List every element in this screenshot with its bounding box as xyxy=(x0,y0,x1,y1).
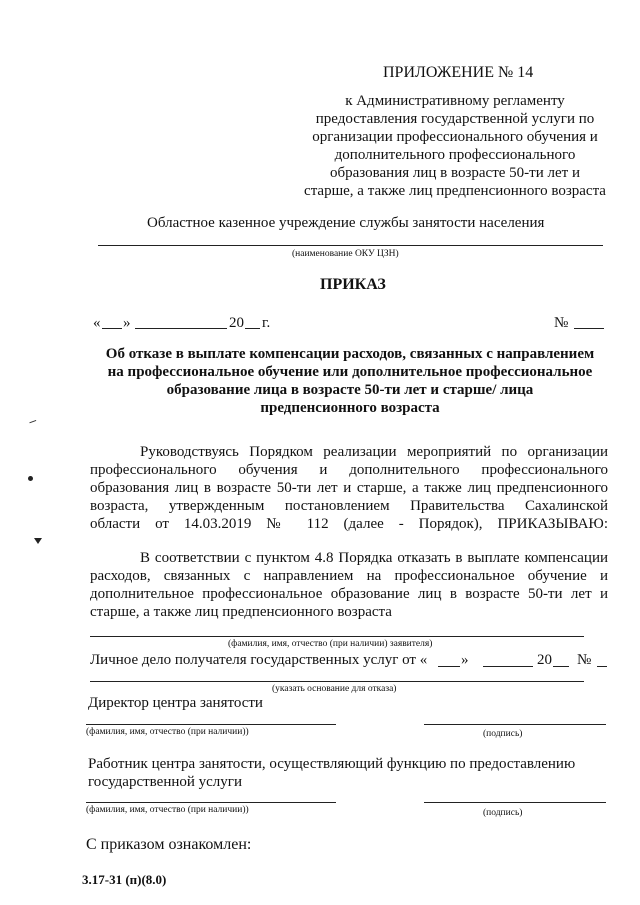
worker-name-underline xyxy=(86,802,336,803)
worker-sign-underline xyxy=(424,802,606,803)
paragraph-line: возраста, утвержденным постановлением Правительства Сахалинской xyxy=(90,498,608,514)
worker-title xyxy=(88,755,575,791)
order-month-blank xyxy=(135,328,227,329)
worker-name-caption: (фамилия, имя, отчество (при наличии)) xyxy=(86,805,249,815)
appendix-title: ПРИЛОЖЕНИЕ № 14 xyxy=(383,64,534,81)
appendix-line: образования лиц в возрасте 50-ти лет и xyxy=(330,165,580,181)
director-sign-underline xyxy=(424,724,606,725)
order-day-blank xyxy=(102,328,122,329)
scan-mark xyxy=(34,538,42,544)
order-number-blank xyxy=(574,328,604,329)
form-code: 3.17-31 (п)(8.0) xyxy=(82,872,167,887)
personal-file-month-blank xyxy=(483,666,533,667)
scan-mark xyxy=(28,476,33,481)
institution-underline xyxy=(98,245,603,246)
appendix-line: предоставления государственной услуги по xyxy=(315,111,595,127)
order-date-open: « xyxy=(93,315,101,331)
paragraph-basis xyxy=(90,443,608,533)
appendix-text xyxy=(296,92,614,200)
paragraph-line: Руководствуясь Порядком реализации мероприятий по организации xyxy=(140,444,608,460)
subject-line: на профессиональное обучение или дополнительное профессиональное xyxy=(107,364,593,380)
acquainted-label: С приказом ознакомлен: xyxy=(86,836,252,853)
order-year-suffix: г. xyxy=(262,315,271,331)
paragraph-line: области от 14.03.2019 № 112 (далее - Порядок), ПРИКАЗЫВАЮ: xyxy=(90,516,608,532)
personal-file-close: » xyxy=(461,652,469,668)
director-name-caption: (фамилия, имя, отчество (при наличии)) xyxy=(86,727,249,737)
appendix-line: старше, а также лиц предпенсионного возраста xyxy=(304,183,606,199)
personal-file-year-blank xyxy=(553,666,569,667)
paragraph-line: В соответствии с пунктом 4.8 Порядка отказать в выплате компенсации xyxy=(140,550,608,566)
subject-line: Об отказе в выплате компенсации расходов, связанных с направлением xyxy=(105,346,595,362)
applicant-underline xyxy=(90,636,584,637)
paragraph-refusal xyxy=(90,549,608,621)
order-year-prefix: 20 xyxy=(229,315,244,331)
order-subject xyxy=(90,345,610,417)
applicant-caption: (фамилия, имя, отчество (при наличии) заявителя) xyxy=(228,639,433,649)
institution-caption: (наименование ОКУ ЦЗН) xyxy=(292,249,399,259)
paragraph-line: старше, а также лиц предпенсионного возраста xyxy=(90,604,392,620)
appendix-line: организации профессионального обучения и xyxy=(312,129,598,145)
paragraph-line: расходов, связанных с направлением на профессиональное обучение и xyxy=(90,568,608,584)
personal-file-text: Личное дело получателя государственных услуг от « xyxy=(90,652,428,668)
order-title: ПРИКАЗ xyxy=(320,276,386,293)
personal-file-number-sign: № xyxy=(577,652,592,668)
order-number-sign: № xyxy=(554,315,569,331)
paragraph-line: образования лиц в возрасте 50-ти лет и старше, а также лиц предпенсионного xyxy=(90,480,608,496)
reason-caption: (указать основание для отказа) xyxy=(272,684,397,694)
personal-file-number-blank xyxy=(597,666,607,667)
director-name-underline xyxy=(86,724,336,725)
order-year-blank xyxy=(245,328,260,329)
appendix-line: к Административному регламенту xyxy=(345,93,565,109)
worker-line: государственной услуги xyxy=(88,774,242,790)
director-title: Директор центра занятости xyxy=(88,695,263,711)
subject-line: предпенсионного возраста xyxy=(260,400,440,416)
personal-file-day-blank xyxy=(438,666,460,667)
paragraph-line: дополнительное профессиональное образование лиц в возрасте 50-ти лет и xyxy=(90,586,608,602)
reason-underline xyxy=(90,681,584,682)
personal-file-year: 20 xyxy=(537,652,552,668)
subject-line: образование лица в возрасте 50-ти лет и старше/ лица xyxy=(166,382,534,398)
institution-name: Областное казенное учреждение службы занятости населения xyxy=(147,215,545,231)
order-date-close: » xyxy=(123,315,131,331)
worker-sign-caption: (подпись) xyxy=(483,808,523,818)
paragraph-line: профессионального обучения и дополнительного профессионального xyxy=(90,462,608,478)
appendix-line: дополнительного профессионального xyxy=(334,147,576,163)
worker-line: Работник центра занятости, осуществляющий функцию по предоставлению xyxy=(88,756,576,772)
scan-mark xyxy=(29,420,37,427)
director-sign-caption: (подпись) xyxy=(483,729,523,739)
